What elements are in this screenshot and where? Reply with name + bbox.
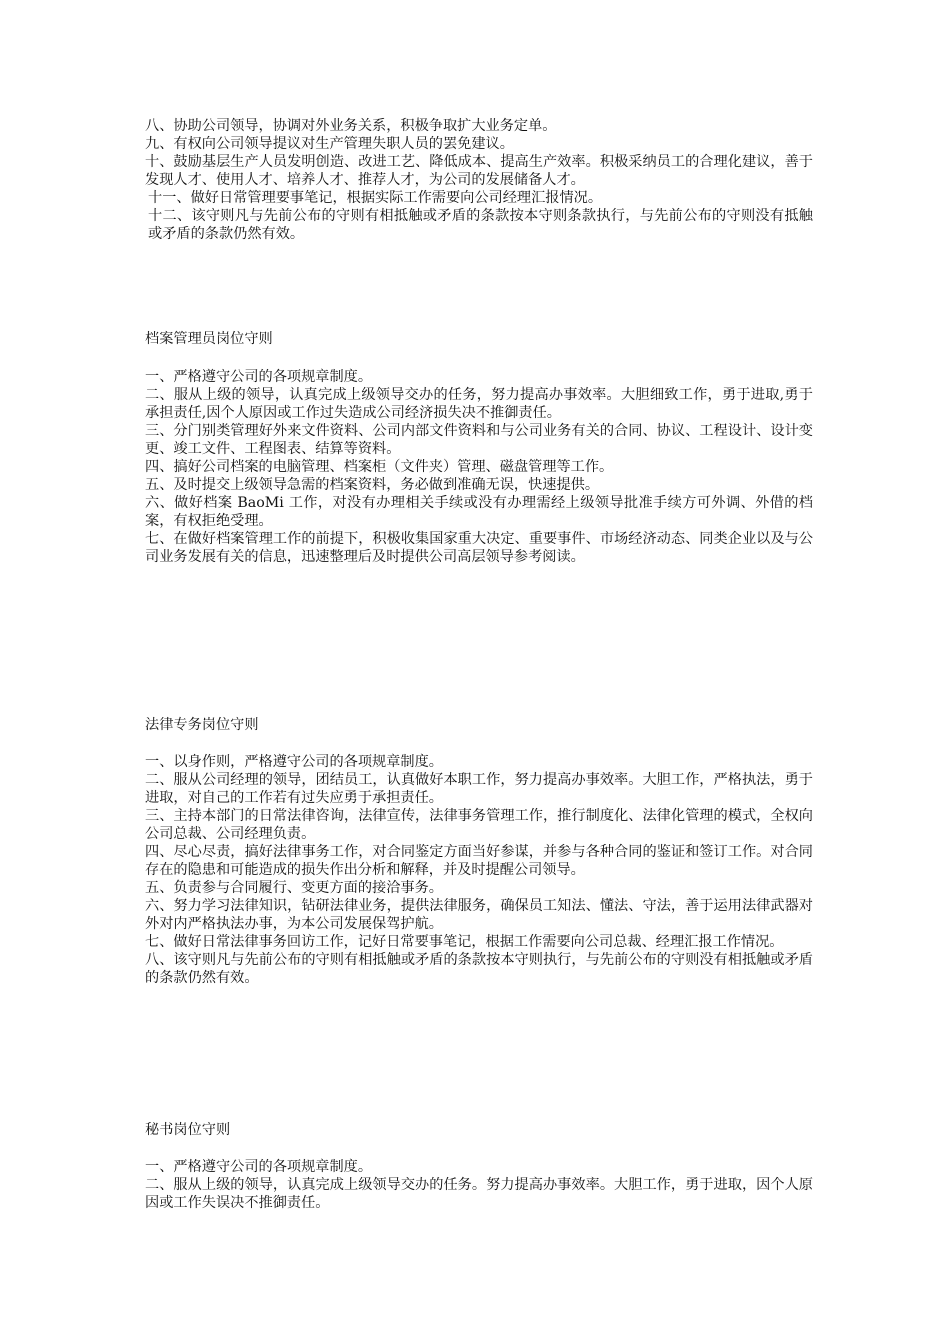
paragraph: 三、主持本部门的日常法律咨询，法律宣传，法律事务管理工作，推行制度化、法律化管理的模式，全权向公司总裁、公司经理负责。 bbox=[145, 808, 813, 842]
paragraph: 一、严格遵守公司的各项规章制度。 bbox=[145, 1159, 373, 1175]
section-title: 法律专务岗位守则 bbox=[145, 717, 259, 733]
paragraph: 九、有权向公司领导提议对生产管理失职人员的罢免建议。 bbox=[145, 136, 514, 152]
paragraph: 四、尽心尽责，搞好法律事务工作，对合同鉴定方面当好参谋，并参与各种合同的鉴证和签订工作。对合同存在的隐患和可能造成的损失作出分析和解释，并及时提醒公司领导。 bbox=[145, 844, 813, 878]
section-legal-affairs bbox=[145, 716, 813, 734]
paragraph: 二、服从公司经理的领导，团结员工，认真做好本职工作，努力提高办事效率。大胆工作，严格执法，勇于进取，对自己的工作若有过失应勇于承担责任。 bbox=[145, 772, 813, 806]
paragraph: 五、负责参与合同履行、变更方面的接洽事务。 bbox=[145, 880, 443, 896]
paragraph: 一、以身作则，严格遵守公司的各项规章制度。 bbox=[145, 754, 443, 770]
section-secretary-body bbox=[145, 1158, 813, 1212]
paragraph: 十二、该守则凡与先前公布的守则有相抵触或矛盾的条款按本守则条款执行，与先前公布的守则没有抵触或矛盾的条款仍然有效。 bbox=[148, 208, 813, 242]
paragraph: 八、该守则凡与先前公布的守则有相抵触或矛盾的条款按本守则执行，与先前公布的守则没有相抵触或矛盾的条款仍然有效。 bbox=[145, 952, 813, 986]
paragraph: 三、分门别类管理好外来文件资料、公司内部文件资料和与公司业务有关的合同、协议、工程设计、设计变更、竣工文件、工程图表、结算等资料。 bbox=[145, 423, 813, 457]
paragraph: 四、搞好公司档案的电脑管理、档案柜（文件夹）管理、磁盘管理等工作。 bbox=[145, 459, 614, 475]
section-archive-clerk bbox=[145, 330, 813, 348]
paragraph: 七、做好日常法律事务回访工作，记好日常要事笔记，根据工作需要向公司总裁、经理汇报工作情况。 bbox=[145, 934, 784, 950]
paragraph: 七、在做好档案管理工作的前提下，积极收集国家重大决定、重要事件、市场经济动态、同类企业以及与公司业务发展有关的信息，迅速整理后及时提供公司高层领导参考阅读。 bbox=[145, 531, 813, 565]
paragraph: 六、做好档案 BaoMi 工作，对没有办理相关手续或没有办理需经上级领导批准手续方可外调、外借的档案，有权拒绝受理。 bbox=[145, 495, 813, 529]
paragraph: 二、服从上级的领导，认真完成上级领导交办的任务，努力提高办事效率。大胆细致工作，勇于进取,勇于承担责任,因个人原因或工作过失造成公司经济损失决不推御责任。 bbox=[145, 387, 813, 421]
section-continuation bbox=[145, 117, 813, 243]
section-title: 秘书岗位守则 bbox=[145, 1122, 231, 1138]
section-archive-clerk-body bbox=[145, 368, 813, 566]
section-title: 档案管理员岗位守则 bbox=[145, 331, 273, 347]
section-legal-affairs-body bbox=[145, 753, 813, 987]
paragraph: 一、严格遵守公司的各项规章制度。 bbox=[145, 369, 373, 385]
paragraph: 二、服从上级的领导，认真完成上级领导交办的任务。努力提高办事效率。大胆工作，勇于进取，因个人原因或工作失误决不推御责任。 bbox=[145, 1177, 813, 1211]
paragraph: 十、鼓励基层生产人员发明创造、改进工艺、降低成本、提高生产效率。积极采纳员工的合理化建议，善于发现人才、使用人才、培养人才、推荐人才，为公司的发展储备人才。 bbox=[145, 154, 813, 188]
paragraph: 六、努力学习法律知识，钻研法律业务，提供法律服务，确保员工知法、懂法、守法，善于运用法律武器对外对内严格执法办事，为本公司发展保驾护航。 bbox=[145, 898, 813, 932]
paragraph: 十一、做好日常管理要事笔记，根据实际工作需要向公司经理汇报情况。 bbox=[148, 190, 603, 206]
section-secretary bbox=[145, 1121, 813, 1139]
paragraph: 八、协助公司领导，协调对外业务关系，积极争取扩大业务定单。 bbox=[145, 118, 557, 134]
paragraph: 五、及时提交上级领导急需的档案资料，务必做到准确无误，快速提供。 bbox=[145, 477, 600, 493]
